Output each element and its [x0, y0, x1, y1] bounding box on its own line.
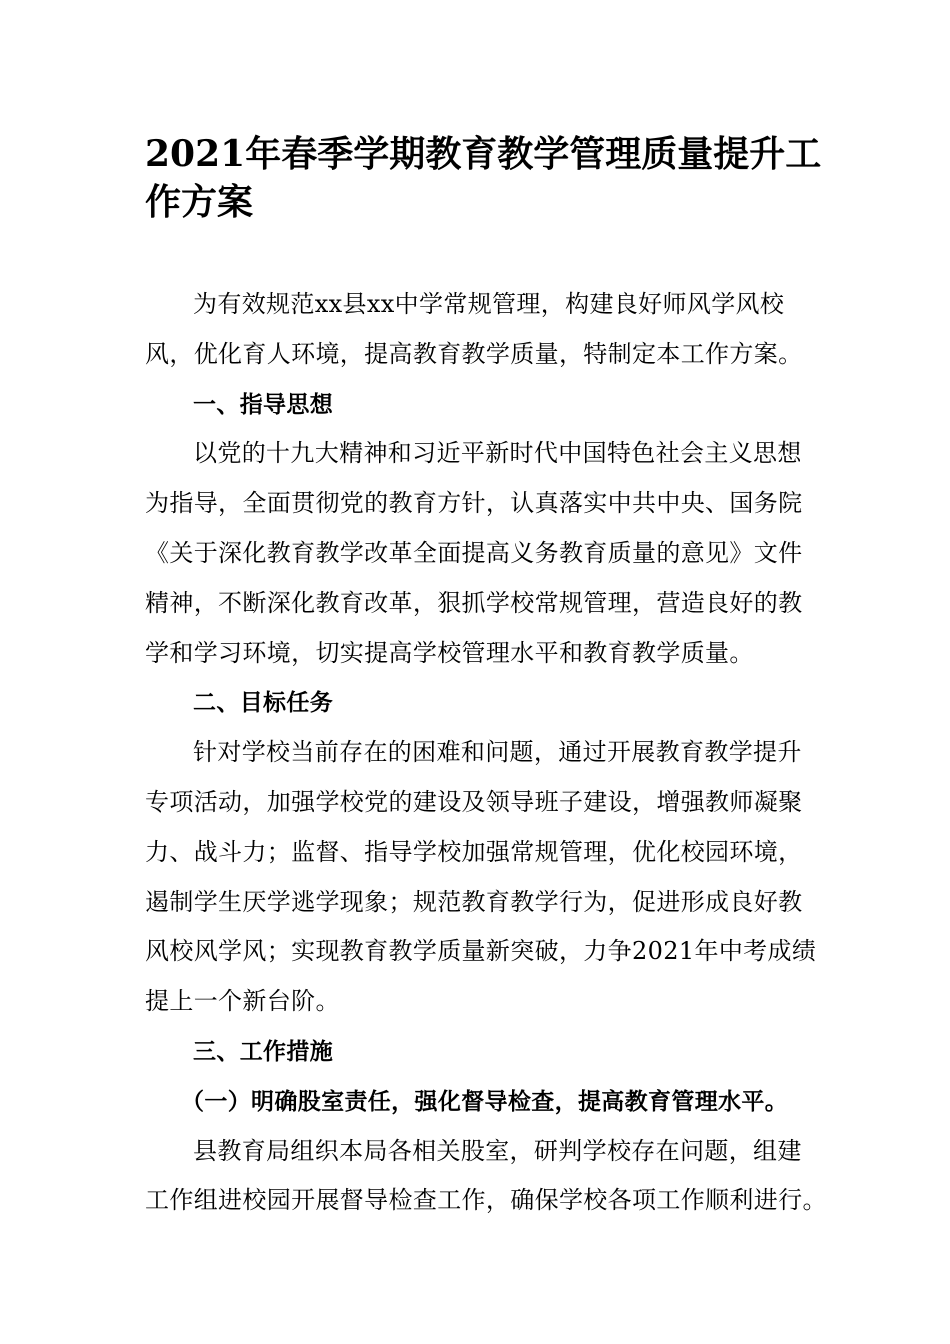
subsection-1-line-1: 县教育局组织本局各相关股室，研判学校存在问题，组建: [193, 1136, 802, 1165]
section-1-line-4: 精神，不断深化教育改革，狠抓学校常规管理，营造良好的教: [145, 588, 803, 617]
document-title: [145, 130, 822, 226]
subsection-heading-1: （一）明确股室责任，强化督导检查，提高教育管理水平。: [181, 1087, 789, 1115]
section-1-line-5: 学和学习环境，切实提高学校管理水平和教育教学质量。: [145, 638, 754, 667]
subsection-1-line-2: 工作组进校园开展督导检查工作，确保学校各项工作顺利进行。: [145, 1186, 827, 1215]
section-2-line-6: 提上一个新台阶。: [145, 987, 340, 1016]
section-1-line-3: 《关于深化教育教学改革全面提高义务教育质量的意见》文件: [145, 538, 803, 567]
section-2-line-1: 针对学校当前存在的困难和问题，通过开展教育教学提升: [193, 738, 802, 767]
title-line-2: 作方案: [145, 181, 254, 223]
section-2-line-5: 风校风学风；实现教育教学质量新突破，力争2021年中考成绩: [145, 937, 817, 966]
title-line-1: 2021年春季学期教育教学管理质量提升工: [145, 133, 822, 175]
document-body: [145, 280, 827, 1226]
section-2-line-2: 专项活动，加强学校党的建设及领导班子建设，增强教师凝聚: [145, 787, 803, 816]
section-1-line-2: 为指导，全面贯彻党的教育方针，认真落实中共中央、国务院: [145, 489, 803, 518]
section-heading-3: 三、工作措施: [193, 1037, 334, 1065]
section-2-line-4: 遏制学生厌学逃学现象；规范教育教学行为，促进形成良好教: [145, 887, 803, 916]
section-heading-2: 二、目标任务: [193, 689, 334, 717]
intro-line-2: 风，优化育人环境，提高教育教学质量，特制定本工作方案。: [145, 339, 803, 368]
section-heading-1: 一、指导思想: [193, 390, 334, 418]
section-1-line-1: 以党的十九大精神和习近平新时代中国特色社会主义思想: [193, 439, 802, 468]
intro-line-1: 为有效规范xx县xx中学常规管理，构建良好师风学风校: [193, 290, 785, 318]
section-2-line-3: 力、战斗力；监督、指导学校加强常规管理，优化校园环境，: [145, 837, 803, 866]
